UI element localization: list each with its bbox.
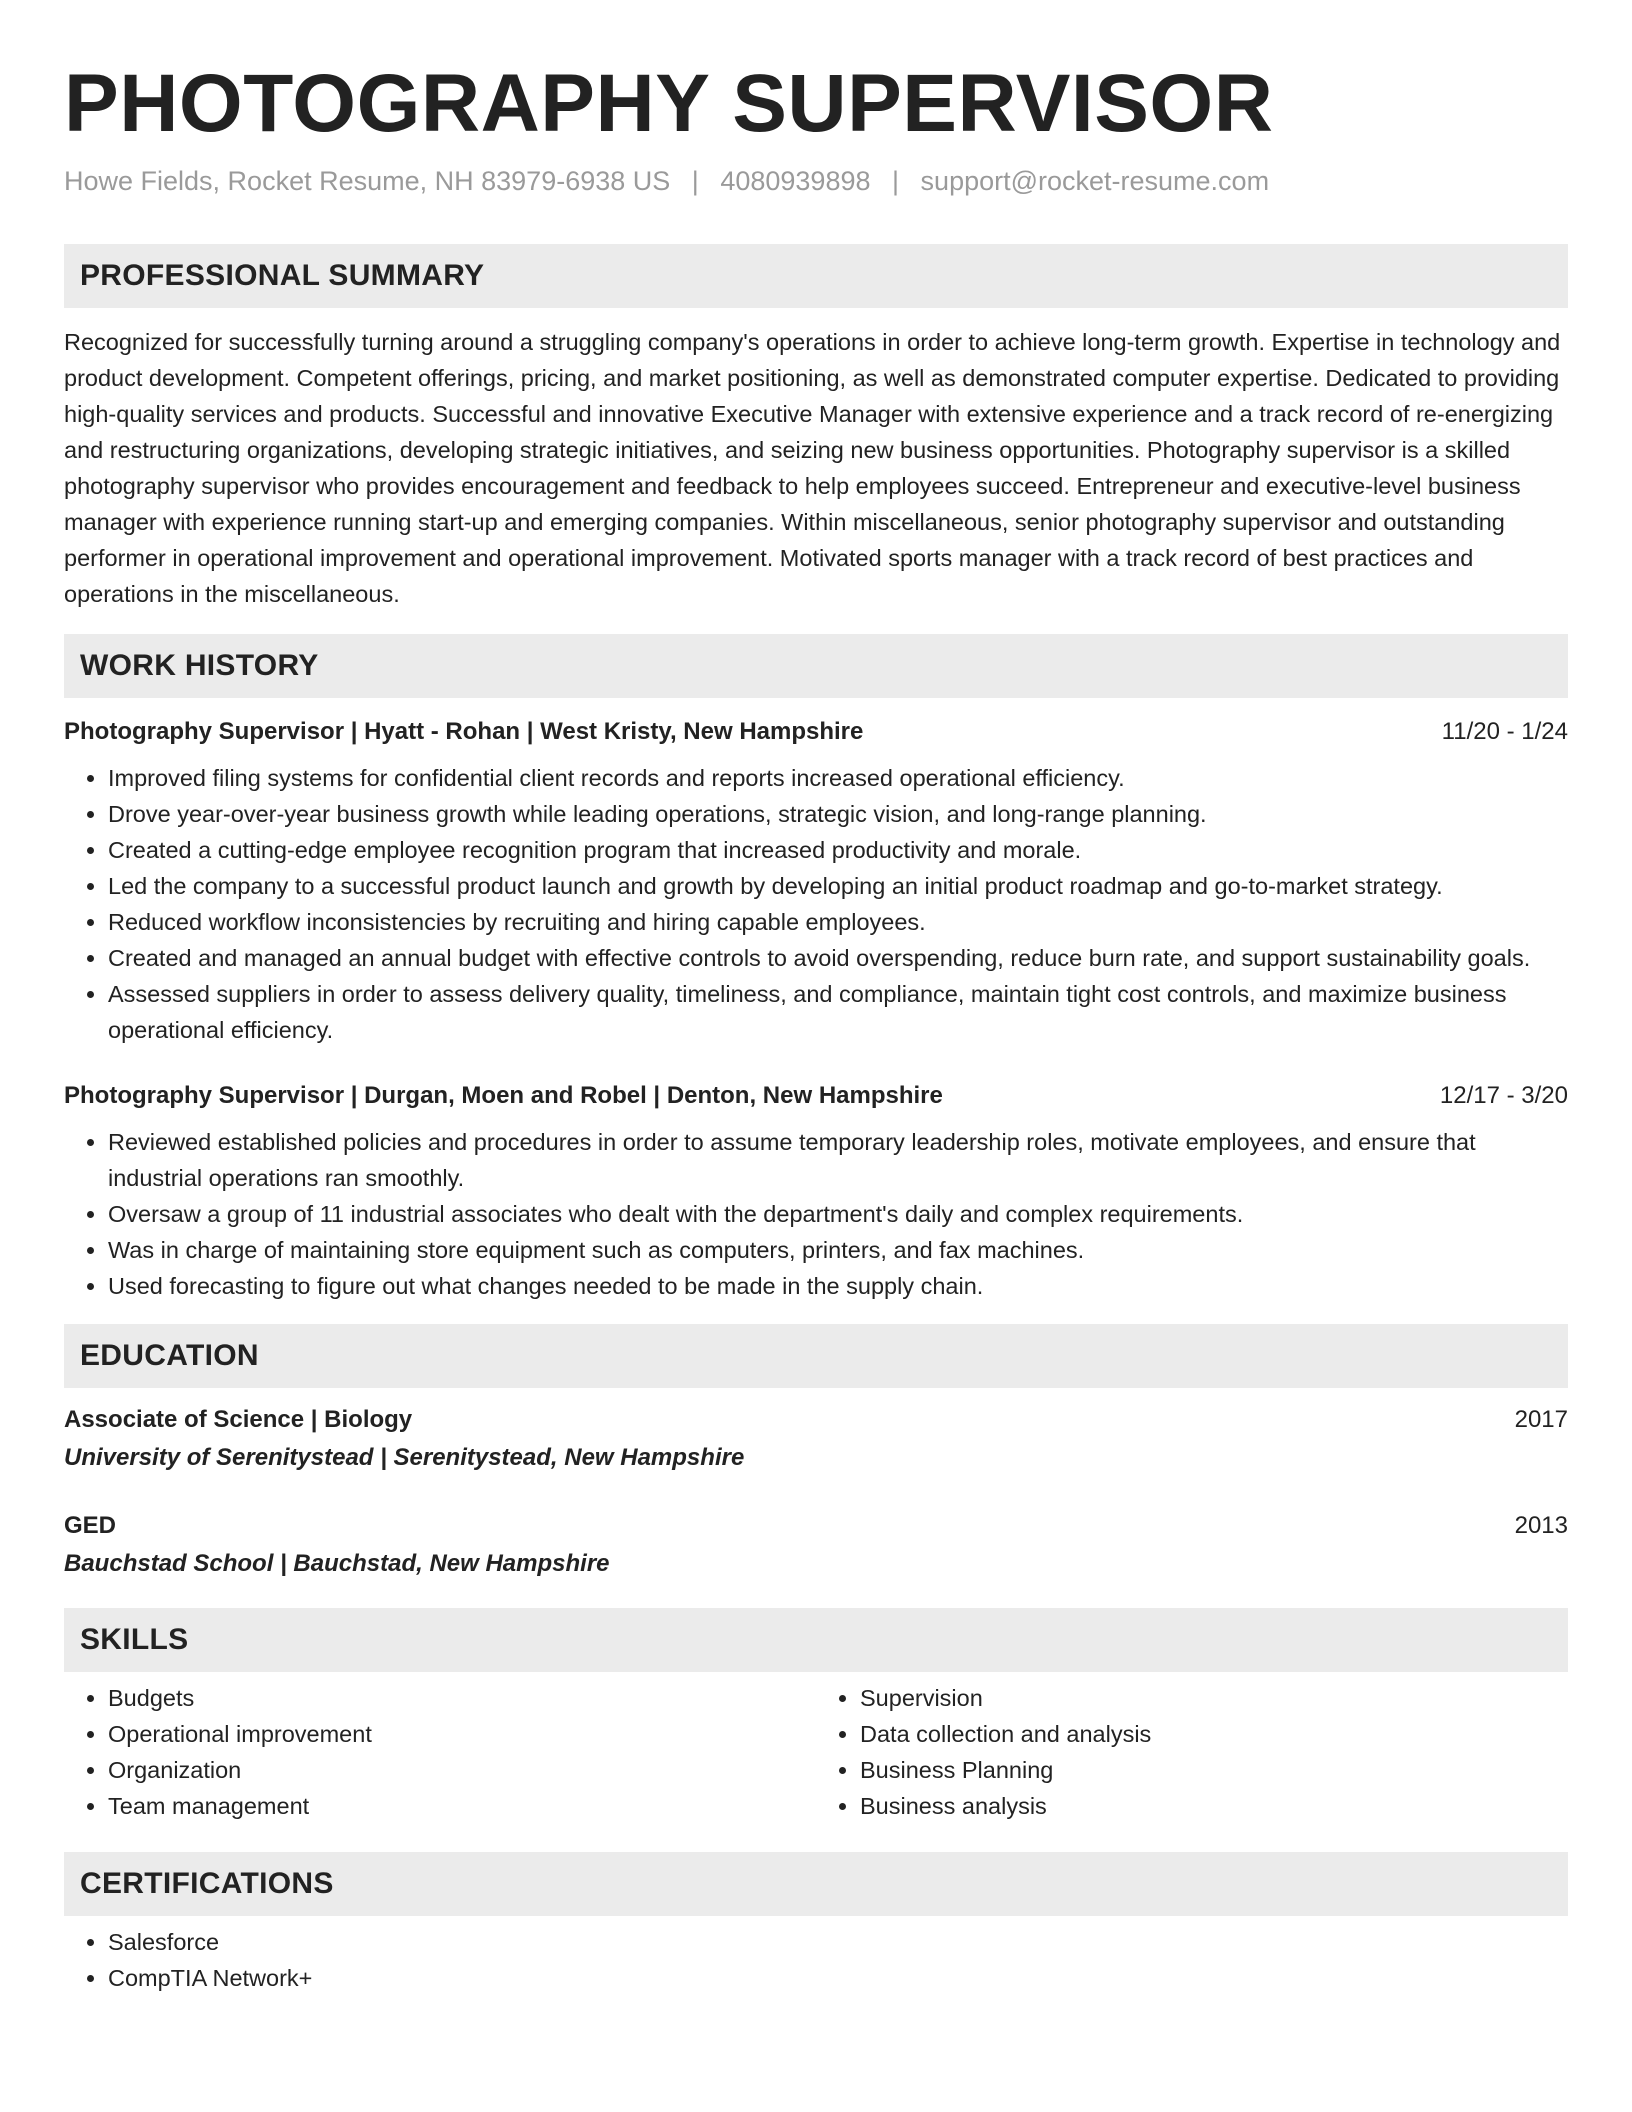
job-title: Photography Supervisor | Durgan, Moen and Robel | Denton, New Hampshire: [64, 1082, 943, 1109]
education-school: University of Serenitystead | Serenitystead, New Hampshire: [64, 1444, 745, 1471]
education-year: 2013: [1514, 1512, 1568, 1539]
job-bullet: • Created and managed an annual budget with effective controls to avoid overspending, reduce burn rate, and support sustainability goals.: [108, 940, 1568, 976]
education-entry: [64, 1508, 1568, 1584]
skill-item: • Business Planning: [860, 1752, 1568, 1788]
job-bullet: • Reduced workflow inconsistencies by recruiting and hiring capable employees.: [108, 904, 1568, 940]
section-heading-work: WORK HISTORY: [64, 634, 1568, 698]
job-bullet: • Drove year-over-year business growth while leading operations, strategic vision, and long-range planning.: [108, 796, 1568, 832]
contact-separator: |: [892, 166, 900, 196]
education-header: [64, 1402, 1568, 1438]
skill-item: • Team management: [108, 1788, 816, 1824]
job-bullet: • Improved filing systems for confidential client records and reports increased operational efficiency.: [108, 760, 1568, 796]
education-header: [64, 1508, 1568, 1544]
skill-item: • Business analysis: [860, 1788, 1568, 1824]
education-school: Bauchstad School | Bauchstad, New Hampshire: [64, 1550, 610, 1577]
job-bullet: • Reviewed established policies and procedures in order to assume temporary leadership roles, motivate employees, and ensure that industrial operations ran smoothly.: [108, 1124, 1568, 1196]
education-year: 2017: [1514, 1406, 1568, 1433]
section-heading-education: EDUCATION: [64, 1324, 1568, 1388]
certifications-list: [64, 1924, 1568, 1996]
job-bullets: [64, 1124, 1568, 1304]
skill-item: • Supervision: [860, 1680, 1568, 1716]
education-degree: Associate of Science | Biology: [64, 1406, 413, 1433]
summary-text: Recognized for successfully turning around a struggling company's operations in order to achieve long-term growth. Expertise in technology and product development. Competent offerings, pricing, and market positioning, as well as demonstrated computer expertise. Dedicated to providing high-quality services and products. Successful and innovative Executive Manager with extensive experience and a track record of re-energizing and restructuring organizations, developing strategic initiatives, and seizing new business opportunities. Photography supervisor is a skilled photography supervisor who provides encouragement and feedback to help employees succeed. Entrepreneur and executive-level business manager with experience running start-up and emerging companies. Within miscellaneous, senior photography supervisor and outstanding performer in operational improvement and operational improvement. Motivated sports manager with a track record of best practices and operations in the miscellaneous.: [64, 329, 1561, 607]
job-header: [64, 714, 1568, 750]
section-heading-summary: PROFESSIONAL SUMMARY: [64, 244, 1568, 308]
certification-item: • CompTIA Network+: [108, 1960, 1568, 1996]
job-bullet: • Used forecasting to figure out what changes needed to be made in the supply chain.: [108, 1268, 1568, 1304]
job-dates: 11/20 - 1/24: [1441, 718, 1568, 745]
skills-column-left: [64, 1680, 816, 1824]
contact-line: [64, 162, 1568, 200]
skill-item: • Operational improvement: [108, 1716, 816, 1752]
job-bullet: • Created a cutting-edge employee recognition program that increased productivity and morale.: [108, 832, 1568, 868]
job-title: Photography Supervisor | Hyatt - Rohan | West Kristy, New Hampshire: [64, 718, 864, 745]
skills-column-right: [816, 1680, 1568, 1824]
job-entry: [64, 1078, 1568, 1304]
job-bullet: • Was in charge of maintaining store equipment such as computers, printers, and fax machines.: [108, 1232, 1568, 1268]
job-dates: 12/17 - 3/20: [1439, 1082, 1568, 1109]
job-bullet: • Led the company to a successful product launch and growth by developing an initial product roadmap and go-to-market strategy.: [108, 868, 1568, 904]
job-bullets: [64, 760, 1568, 1048]
resume-name: PHOTOGRAPHY SUPERVISOR: [64, 58, 1274, 149]
job-header: [64, 1078, 1568, 1114]
job-bullet: • Assessed suppliers in order to assess delivery quality, timeliness, and compliance, maintain tight cost controls, and maximize business operational efficiency.: [108, 976, 1568, 1048]
skill-item: • Organization: [108, 1752, 816, 1788]
contact-separator: |: [691, 166, 699, 196]
job-entry: [64, 714, 1568, 1048]
education-entry: [64, 1402, 1568, 1478]
contact-email: support@rocket-resume.com: [920, 166, 1270, 196]
contact-phone: 4080939898: [720, 166, 871, 196]
section-heading-skills: SKILLS: [64, 1608, 1568, 1672]
skill-item: • Data collection and analysis: [860, 1716, 1568, 1752]
certification-item: • Salesforce: [108, 1924, 1568, 1960]
job-bullet: • Oversaw a group of 11 industrial associates who dealt with the department's daily and complex requirements.: [108, 1196, 1568, 1232]
skill-item: • Budgets: [108, 1680, 816, 1716]
section-heading-certifications: CERTIFICATIONS: [64, 1852, 1568, 1916]
education-degree: GED: [64, 1512, 117, 1539]
contact-address: Howe Fields, Rocket Resume, NH 83979-6938 US: [64, 166, 671, 196]
skills-list: [64, 1680, 1568, 1824]
